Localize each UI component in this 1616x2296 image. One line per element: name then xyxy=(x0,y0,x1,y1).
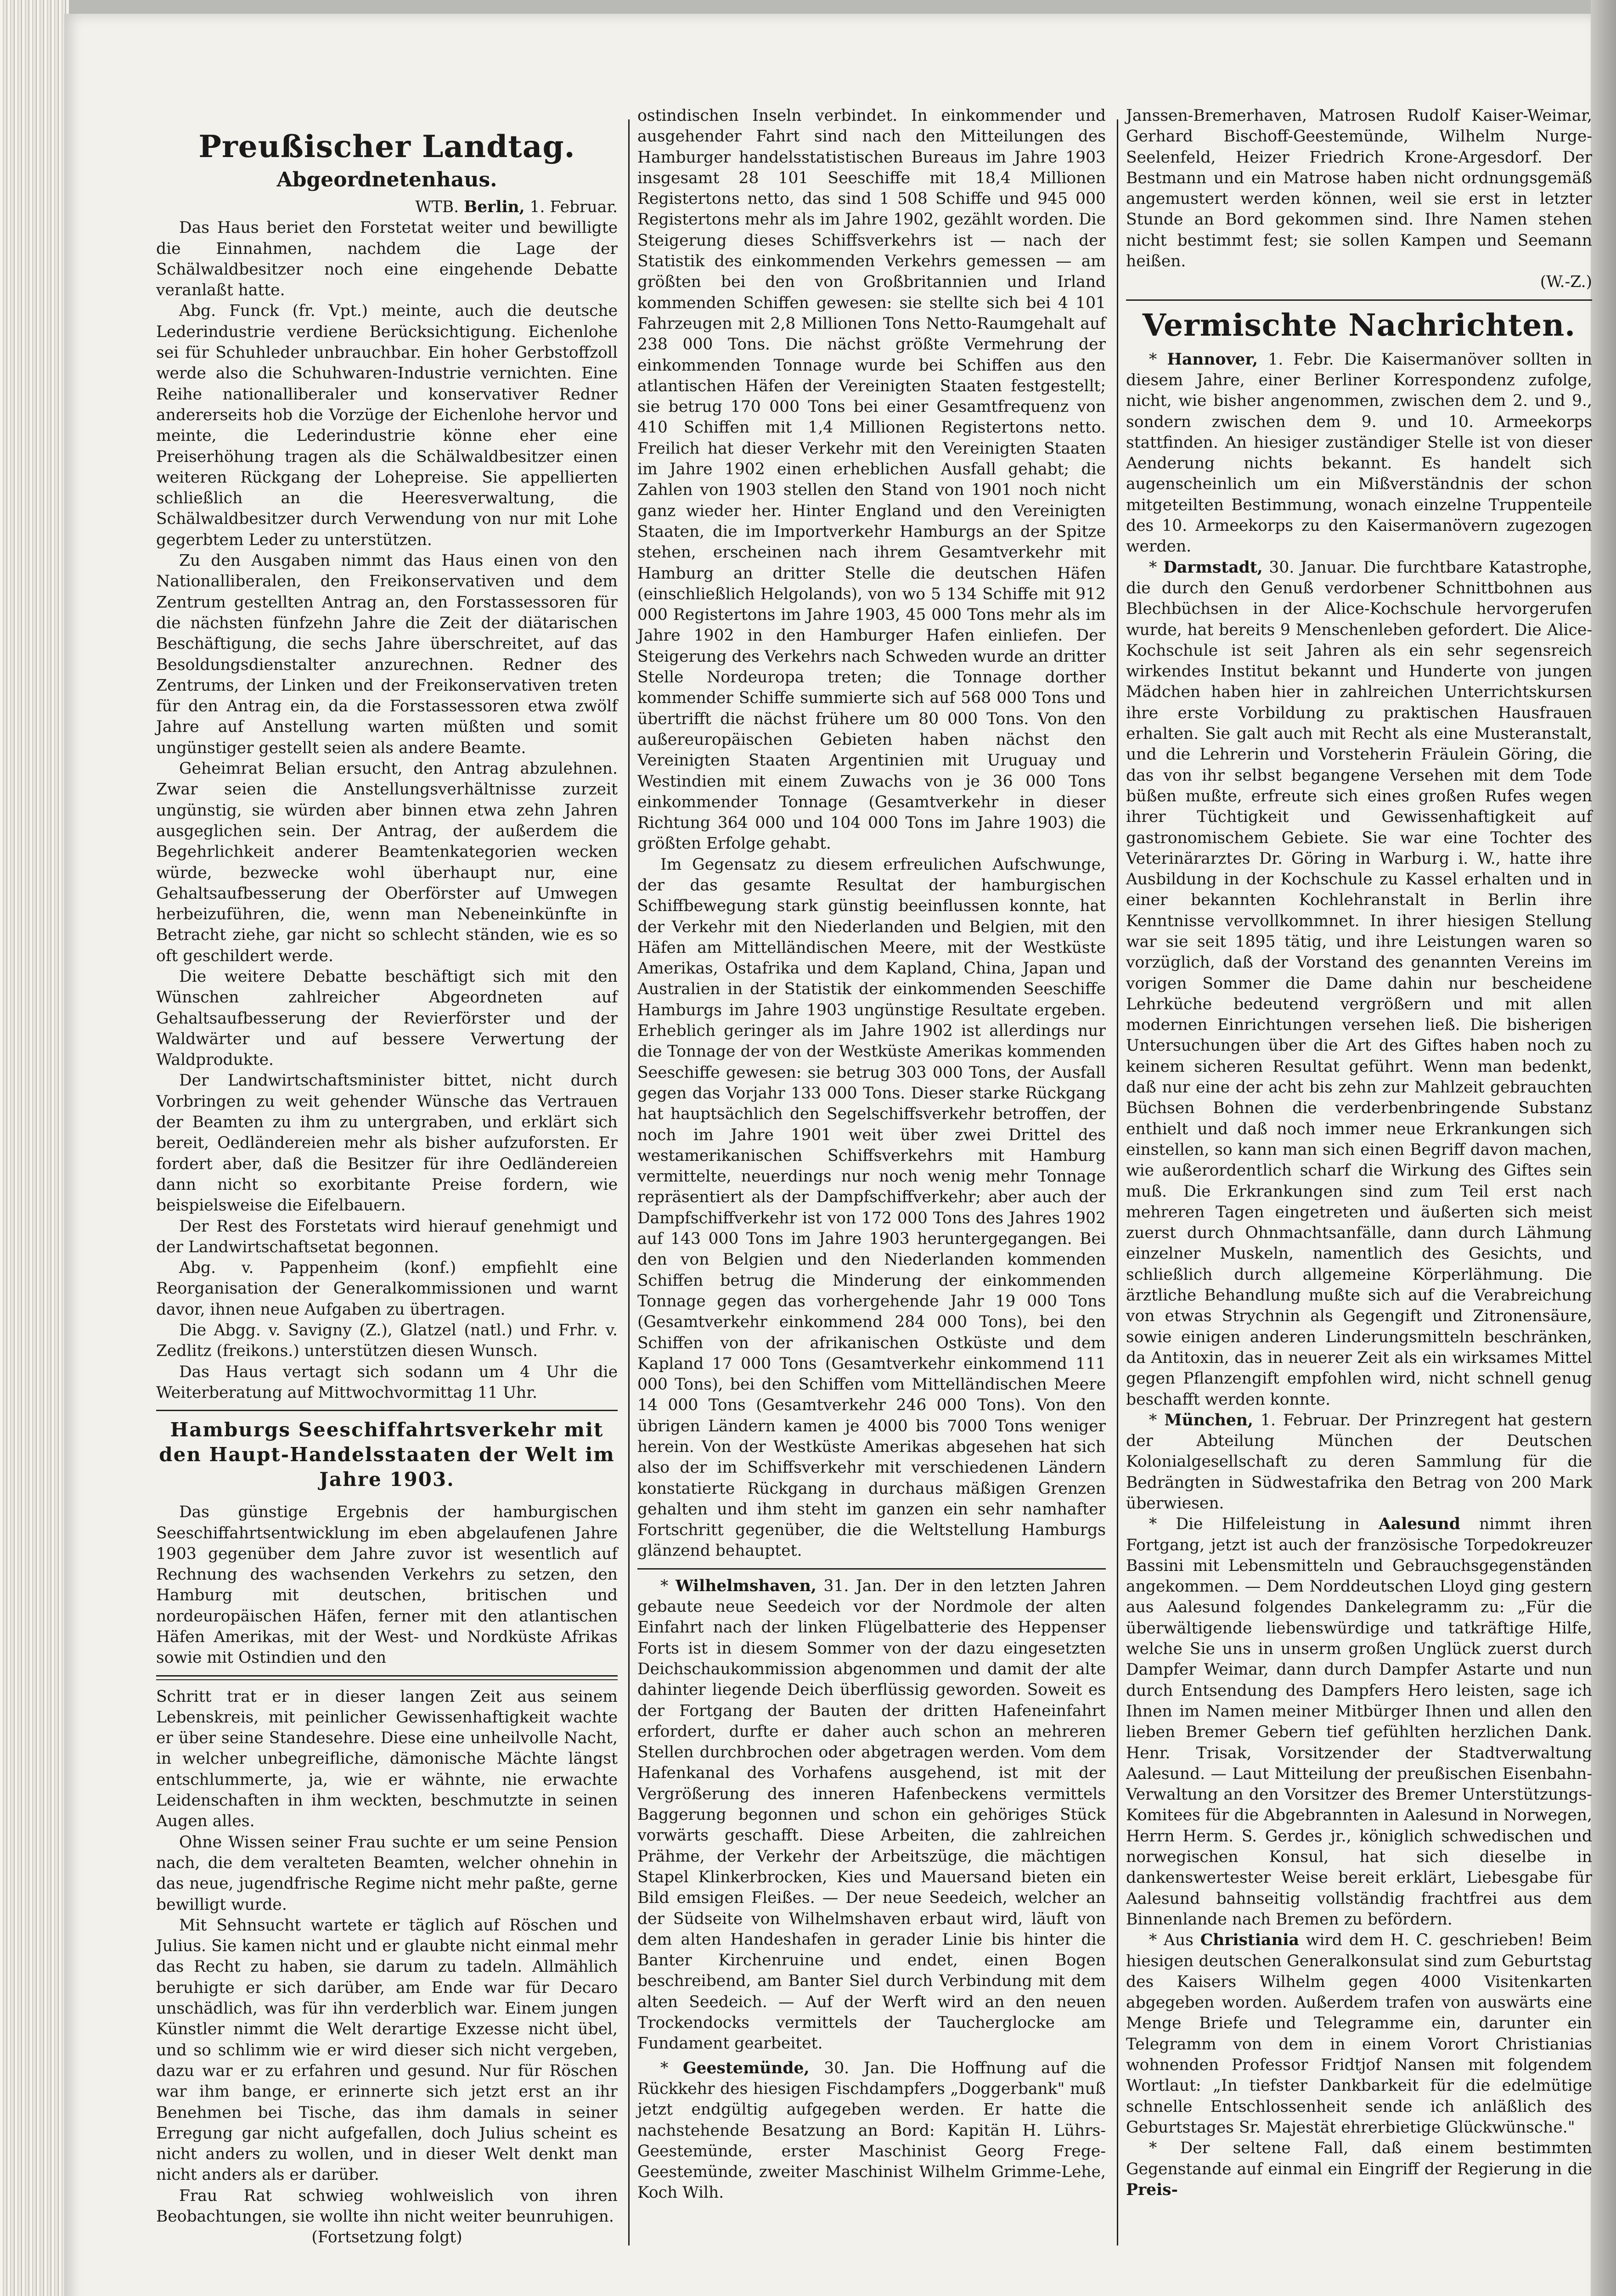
dateline-date: 1. Februar. xyxy=(1261,1411,1351,1429)
article-title-hamburg: Hamburgs Seeschiffahrtsverkehr mit den Haupt-Handelsstaaten der Welt im Jahre 1903. xyxy=(159,1418,615,1491)
binding-shadow xyxy=(1591,0,1616,2296)
column-3 xyxy=(1126,106,1592,2200)
paragraph: Die weitere Debatte beschäftigt sich mit den Wünschen zahlreicher Abgeordneten auf Gehaltsaufbesserung der Revierförster und der Waldwärter und auf bessere Verwertung der Waldprodukte. xyxy=(156,967,618,1069)
paragraph: Das Haus beriet den Forstetat weiter und bewilligte die Einnahmen, nachdem die Lage der Schälwaldbesitzer noch eine eingehende Debatte veranlaßt hatte. xyxy=(156,219,618,300)
news-item-muenchen: * München, 1. Februar. Der Prinzregent hat gestern der Abteilung München der Deutschen Kolonialgesellschaft zu deren Sammlung für die Bedrängten in Südwestafrika den Betrag von 200 Mark überwiesen. xyxy=(1126,1411,1593,1513)
news-item-christiania xyxy=(1126,1930,1592,2138)
divider xyxy=(156,1410,618,1411)
paragraph: Das Haus vertagt sich sodann um 4 Uhr die Weiterberatung auf Mittwochvormittag 11 Uhr. xyxy=(156,1362,618,1402)
paragraph: Der Rest des Forstetats wird hierauf genehmigt und der Landwirtschaftsetat begonnen. xyxy=(156,1217,618,1256)
section-title-vermischte: Vermischte Nachrichten. xyxy=(1142,307,1576,343)
item-intro: * Aus xyxy=(1149,1931,1194,1950)
item-text: Der in den letzten Jahren gebaute neue Seedeich vor der Nordmole der alten Einfahrt nach der linken Flügelbatterie des Heppenser Forts ist in diesem Sommer von der dazu eingesetzten Deichschaukommission abgenommen und damit der alte dahinter liegende Deich überflüssig geworden. Soweit es der Fortgang der Bauten der dritten Hafeneinfahrt erfordert, durfte er daher auch schon an mehreren Stellen durchbrochen oder abgetragen werden. Vom dem Hafenkanal des Vorhafens ausgehend, ist mit der Vergrößerung des inneren Hafenbeckens vermittels Baggerung begonnen und schon ein gehöriges Stück vorwärts geschafft. Diese Arbeiten, die zahlreichen Prähme, der Verkehr der Arbeitszüge, die mächtigen Stapel Klinkerbrocken, Kies und Mauersand bieten ein Bild emsigen Fleißes. — Der neue Seedeich, welcher an der Südseite von Wilhelmshaven erbaut wird, läuft von dem alten Handeshafen in gerader Linie bis hinter die Banter Kirchenruine und endet, einen Bogen beschreibend, am Banter Siel durch Verbindung mit dem alten Seedeich. — Auf der Werft wird an den neuen Trockendocks vermittels der Taucherglocke am Fundament gearbeitet. xyxy=(637,1576,1106,2053)
feuilleton-divider xyxy=(156,1675,618,1680)
divider xyxy=(637,1568,1106,1570)
paragraph: Ohne Wissen seiner Frau suchte er um seine Pension nach, die dem veralteten Beamten, welcher ohnehin in das neue, jugendfrische Regime nicht mehr paßte, gerne bewilligt wurde. xyxy=(156,1833,618,1914)
dateline-place: Christiania xyxy=(1200,1931,1299,1950)
dateline-date: 1. Februar. xyxy=(529,198,618,216)
news-item-geestemuende: * Geestemünde, 30. Jan. Die Hoffnung auf die Rückkehr des hiesigen Fischdampfers „Doggerbank" muß jetzt endgültig aufgegeben werden. Er hatte die nachstehende Besatzung an Bord: Kapitän H. Lührs-Geestemünde, erster Maschinist Georg Frege-Geestemünde, zweiter Maschinist Wilhelm Grimme-Lehe, Koch Wilh. xyxy=(637,2059,1106,2202)
divider xyxy=(1126,299,1592,301)
paragraph: Schritt trat er in dieser langen Zeit aus seinem Lebenskreis, mit peinlicher Gewissenhaftigkeit wachte er über seine Standesehre. Diese eine unheilvolle Nacht, in welcher unbegreifliche, dämonische Mächte längst entschlummerte, ja, wie er wähnte, nie erwachte Leidenschaften in ihm weckten, beschmutzte in seinen Augen alles. xyxy=(156,1687,618,1831)
paragraph: ostindischen Inseln verbindet. In einkommender und ausgehender Fahrt sind nach den Mitteilungen des Hamburger handelsstatistischen Bureaus im Jahre 1903 insgesamt 28 101 Seeschiffe mit 18,4 Millionen Registertons netto, das sind 1 508 Schiffe und 945 000 Registertons mehr als im Jahre 1902, gezählt worden. Die Steigerung dieses Schiffsverkehrs ist — nach der Statistik des einkommenden Verkehrs gemessen — am größten bei den von Großbritannien und Irland kommenden Schiffen gewesen: sie stellte sich bei 4 101 Fahrzeugen mit 2,8 Millionen Tons Netto-Raumgehalt auf 238 000 Tons. Die nächst größte Vermehrung der einkommenden Tonnage wurde bei Schiffen aus den atlantischen Häfen der Vereinigten Staaten festgestellt; sie betrug 170 000 Tons bei einer Gesamtfrequenz von 410 Schiffen mit 1,4 Millionen Registertons netto. Freilich hat dieser Verkehr mit den Vereinigten Staaten im Jahre 1902 einen erheblichen Ausfall gehabt; die Zahlen von 1903 stellen den Stand von 1901 noch nicht ganz wieder her. Hinter England und den Vereinigten Staaten, die im Importverkehr Hamburgs an der Spitze stehen, erscheinen nach ihrem Gesamtverkehr mit Hamburg an dritter Stelle die deutschen Häfen (einschließlich Helgolands), von wo 5 134 Schiffe mit 912 000 Registertons im Jahre 1903, 45 000 Tons mehr als im Jahre 1902 in den Hamburger Hafen einliefen. Der Steigerung des Verkehrs nach Schweden wurde an dritter Stelle Nordeuropa treten; die Tonnage dorther kommender Schiffe summierte sich auf 568 000 Tons und übertrifft die nächst frühere um 80 000 Tons. Von den außereuropäischen Gebieten haben nächst den Vereinigten Staaten Argentinien mit Uruguay und Westindien mit einem Zuwachs von je 36 000 Tons einkommender Tonnage (Gesamtverkehr in dieser Richtung 364 000 und 104 000 Tons im Jahre 1903) die größten Erfolge gehabt. xyxy=(637,107,1106,853)
source-signature: (W.-Z.) xyxy=(1540,273,1592,292)
dateline-place: Berlin, xyxy=(464,198,525,216)
column-2 xyxy=(637,106,1106,2204)
dateline xyxy=(156,197,618,218)
dateline-date: 30. Januar. xyxy=(1269,558,1357,577)
item-text: wird dem H. C. geschrieben! Beim hiesigen deutschen Generalkonsulat sind zum Geburtstag des Kaisers Wilhelm gegen 4000 Visitenkarten abgegeben worden. Außerdem trafen von auswärts eine Menge Briefe und Telegramme ein, darunter ein Telegramm von dem in einem Vorort Christianias wohnenden Professor Fridtjof Nansen mit folgendem Wortlaut: „In tiefster Dankbarkeit für die edelmütige schnelle Entschlossenheit sende ich anläßlich des Geburtstages Sr. Majestät ehrerbietige Glückwünsche." xyxy=(1126,1931,1592,2137)
item-intro: * Die Hilfeleistung in xyxy=(1149,1515,1360,1534)
dateline-place: München, xyxy=(1164,1411,1253,1429)
item-text: Die furchtbare Katastrophe, die durch den Genuß verdorbener Schnittbohnen aus Blechbüchsen in der Alice-Kochschule hervorgerufen wurde, hat bereits 9 Menschenleben gefordert. Die Alice-Kochschule ist seit Jahren als ein sehr segensreich wirkendes Institut bekannt und Hunderte von jungen Mädchen haben hier in zahlreichen Unterrichtskursen ihre erste Vorbildung zu praktischen Hausfrauen erhalten. Sie galt auch mit Recht als eine Musteranstalt, und die Lehrerin und Vorsteherin Fräulein Göring, die das von ihr selbst begangene Versehen mit dem Tode büßen mußte, erfreute sich eines großen Rufes wegen ihrer Tüchtigkeit und Gewissenhaftigkeit auf gastronomischem Gebiete. Sie war eine Tochter des Veterinärarztes Dr. Göring in Warburg i. W., hatte ihre Ausbildung in der Kochschule zu Kassel erhalten und in einer bekannten Kochlehranstalt in Berlin ihre Kenntnisse vervollkommnet. In ihrer hiesigen Stellung war sie seit 1895 tätig, und ihre Leistungen waren so vorzüglich, daß der Vorstand des genannten Vereins im vorigen Sommer die Dame dahin nur bescheidene Lehrküche bedeutend vergrößern und mit allen modernen Einrichtungen versehen ließ. Die bisherigen Untersuchungen über die Art des Giftes haben noch zu keinem sicheren Resultat geführt. Wenn man bedenkt, daß nur eine der acht bis zehn zur Mahlzeit gebrauchten Büchsen Bohnen die verderbenbringende Substanz enthielt und daß noch immer neue Erkrankungen sich einstellen, so kann man sich einen Begriff davon machen, wie außerordentlich scharf die Wirkung des Giftes sein muß. Die Erkrankungen sind zum Teil erst nach mehreren Tagen eingetreten und äußerten sich meist zuerst durch Ohnmachtsanfälle, dann durch Lähmung einzelner Muskeln, namentlich des Gesichts, und schließlich durch allgemeine Körperlähmung. Die ärztliche Behandlung mußte sich auf die Verabreichung von etwas Strychnin als Gegengift und Zitronensäure, sowie einigen anderen Linderungsmitteln beschränken, da Antitoxin, das in neuerer Zeit als ein wirksames Mittel gegen Pflanzengift empfohlen wird, nicht schnell genug beschafft werden konnte. xyxy=(1126,558,1592,1409)
column-rule xyxy=(628,119,630,2245)
paragraph: Die Abgg. v. Savigny (Z.), Glatzel (natl.) und Frhr. v. Zedlitz (freikons.) unterstützen diesen Wunsch. xyxy=(156,1321,618,1361)
item-keyword: Preis- xyxy=(1126,2180,1178,2199)
news-item-wilhelmshaven: * Wilhelmshaven, 31. Jan. Der in den letzten Jahren gebaute neue Seedeich vor der Nordmole der alten Einfahrt nach der linken Flügelbatterie des Heppenser Forts ist in diesem Sommer von der dazu eingesetzten Deichschaukommission abgenommen und damit der alte dahinter liegende Deich überflüssig geworden. Soweit es der Fortgang der Bauten der dritten Hafeneinfahrt erfordert, durfte er daher auch schon an mehreren Stellen durchbrochen oder abgetragen werden. Vom dem Hafenkanal des Vorhafens ausgehend, ist mit der Vergrößerung des inneren Hafenbeckens vermittels Baggerung begonnen und schon ein gehöriges Stück vorwärts geschafft. Diese Arbeiten, die zahlreichen Prähme, der Verkehr der Arbeitszüge, die mächtigen Stapel Klinkerbrocken, Kies und Mauersand bieten ein Bild emsigen Fleißes. — Der neue Seedeich, welcher an der Südseite von Wilhelmshaven erbaut wird, läuft von dem alten Handeshafen in gerader Linie bis hinter die Banter Kirchenruine und endet, einen Bogen beschreibend, am Banter Siel durch Verbindung mit dem alten Seedeich. — Auf der Werft wird an den neuen Trockendocks vermittels der Taucherglocke am Fundament gearbeitet. xyxy=(637,1576,1106,2053)
dateline-date: 30. Jan. xyxy=(824,2059,895,2077)
article-subtitle: Abgeordnetenhaus. xyxy=(276,168,497,191)
paragraph: Janssen-Bremerhaven, Matrosen Rudolf Kaiser-Weimar, Gerhard Bischoff-Geestemünde, Wilhelm Nurge-Seelenfeld, Heizer Friedrich Krone-Argesdorf. Der Bestmann und ein Matrose haben nicht ordnungsgemäß angemustert werden können, weil sie erst in letzter Stunde an Bord gekommen sind. Ihre Namen stehen nicht bestimmt fest; sie sollen Kampen und Seemann heißen. xyxy=(1126,107,1592,271)
dateline-place: Aalesund xyxy=(1378,1515,1460,1534)
column-rule xyxy=(1117,119,1118,2245)
paragraph: Zu den Ausgaben nimmt das Haus einen von den Nationalliberalen, den Freikonservativen und dem Zentrum gestellten Antrag an, den Forstassessoren für die nächsten fünfzehn Jahre die Zeit der diätarischen Beschäftigung, die sechs Jahre überschreitet, auf das Besoldungsdienstalter anzurechnen. Redner des Zentrums, der Linken und der Freikonservativen treten für den Antrag ein, da die Forstassessoren etwa zwölf Jahre auf Anstellung warten müßten und somit ungünstiger gestellt seien als andere Beamte. xyxy=(156,551,618,757)
continuation-note: (Fortsetzung folgt) xyxy=(311,2228,462,2247)
news-item-darmstadt: * Darmstadt, 30. Januar. Die furchtbare Katastrophe, die durch den Genuß verdorbener Schnittbohnen aus Blechbüchsen in der Alice-Kochschule hervorgerufen wurde, hat bereits 9 Menschenleben gefordert. Die Alice-Kochschule ist seit Jahren als ein sehr segensreich wirkendes Institut bekannt und Hunderte von jungen Mädchen haben hier in zahlreichen Unterrichtskursen ihre erste Vorbildung zu praktischen Hausfrauen erhalten. Sie galt auch mit Recht als eine Musteranstalt, und die Lehrerin und Vorsteherin Fräulein Göring, die das von ihr selbst begangene Versehen mit dem Tode büßen mußte, erfreute sich eines großen Rufes wegen ihrer Tüchtigkeit und Gewissenhaftigkeit auf gastronomischem Gebiete. Sie war eine Tochter des Veterinärarztes Dr. Göring in Warburg i. W., hatte ihre Ausbildung in der Kochschule zu Kassel erhalten und in einer bekannten Kochlehranstalt in Berlin ihre Kenntnisse vervollkommnet. In ihrer hiesigen Stellung war sie seit 1895 tätig, und ihre Leistungen waren so vorzüglich, daß der Vorstand des genannten Vereins im vorigen Sommer die Dame dahin nur bescheidene Lehrküche bedeutend vergrößern und mit allen modernen Einrichtungen versehen ließ. Die bisherigen Untersuchungen über die Art des Giftes haben noch zu keinem sicheren Resultat geführt. Wenn man bedenkt, daß nur eine der acht bis zehn zur Mahlzeit gebrauchten Büchsen Bohnen die verderbenbringende Substanz enthielt und daß noch immer neue Erkrankungen sich einstellen, so kann man sich einen Begriff davon machen, wie außerordentlich scharf die Wirkung des Giftes sein muß. Die Erkrankungen sind zum Teil erst nach mehreren Tagen eingetreten und äußerten sich meist zuerst durch Ohnmachtsanfälle, dann durch Lähmung einzelner Muskeln, namentlich des Gesichts, und schließlich durch allgemeine Körperlähmung. Die ärztliche Behandlung mußte sich auf die Verabreichung von etwas Strychnin als Gegengift und Zitronensäure, sowie einigen anderen Linderungsmitteln beschränken, da Antitoxin, das in neuerer Zeit als ein wirksames Mittel gegen Pflanzengift empfohlen wird, nicht schnell genug beschafft werden konnte. xyxy=(1126,558,1592,1409)
dateline-date: 31. Jan. xyxy=(823,1576,887,1595)
item-text: Die Hoffnung auf die Rückkehr des hiesigen Fischdampfers „Doggerbank" muß jetzt endgültig aufgegeben werden. Er hatte die nachstehende Besatzung an Bord: Kapitän H. Lührs-Geestemünde, erster Maschinist Georg Frege-Geestemünde, zweiter Maschinist Wilhelm Grimme-Lehe, Koch Wilh. xyxy=(637,2059,1106,2202)
page-edges xyxy=(0,0,69,2296)
dateline-place: Wilhelmshaven, xyxy=(675,1576,816,1595)
dateline-date: 1. Febr. xyxy=(1268,350,1334,369)
paragraph: Abg. Funck (fr. Vpt.) meinte, auch die deutsche Lederindustrie verdiene Berücksichtigung. Eichenlohe sei für Schuhleder unbrauchbar. Ein hoher Gerbstoffzoll werde also die Schuhwaren-Industrie vernichten. Eine Reihe nationalliberaler und konservativer Redner andererseits hob die Vorzüge der Eichenlohe hervor und meinte, die Lederindustrie könne eher eine Preiserhöhung tragen als die Schälwaldbesitzer einen weiteren Rückgang der Lohepreise. Sie appellierten schließlich an die Heeresverwaltung, die Schälwaldbesitzer durch Verwendung von nur mit Lohe gegerbtem Leder zu unterstützen. xyxy=(156,302,618,549)
paragraph: Der Landwirtschaftsminister bittet, nicht durch Vorbringen zu weit gehender Wünsche das Vertrauen der Beamten zu ihm zu untergraben, und erklärt sich bereit, Oedländereien mehr als bisher aufzuforsten. Er fordert aber, daß die Besitzer für ihre Oedländereien dann nicht so exorbitante Preise fordern, wie beispielsweise die Eifelbauern. xyxy=(156,1071,618,1215)
news-item-aalesund xyxy=(1126,1514,1592,1930)
paragraph: Abg. v. Pappenheim (konf.) empfiehlt eine Reorganisation der Generalkommissionen und warnt davor, ihnen neue Aufgaben zu übertragen. xyxy=(156,1259,618,1319)
dateline-place: Hannover, xyxy=(1167,350,1258,369)
item-text: * Der seltene Fall, daß einem bestimmten Gegenstande auf einmal ein Eingriff der Regierung in die xyxy=(1126,2139,1592,2178)
paragraph: Mit Sehnsucht wartete er täglich auf Röschen und Julius. Sie kamen nicht und er glaubte nicht einmal mehr das Recht zu haben, sie darum zu tadeln. Allmählich beruhigte er sich darüber, am Ende war für Decaro unschädlich, was für ihn verderblich war. Einem jungen Künstler nimmt die Welt derartige Exzesse nicht übel, und so schlimm wie er wird dieser sich nicht vergeben, dazu war er zu erfahren und gesund. Nur für Röschen war ihm bange, er erinnerte sich jetzt erst an ihr Benehmen bei Tische, das ihm damals in seiner Erregung gar nicht aufgefallen, doch Julius scheint es nicht anders zu wollen, und in dieser Welt denkt man nicht anders als er darüber. xyxy=(156,1916,618,2184)
news-item-last xyxy=(1126,2138,1592,2200)
paragraph: Frau Rat schwieg wohlweislich von ihren Beobachtungen, sie wollte ihn nicht weiter beunruhigen. xyxy=(156,2186,618,2226)
item-text: Der Prinzregent hat gestern der Abteilung München der Deutschen Kolonialgesellschaft zu deren Sammlung für die Bedrängten in Südwestafrika den Betrag von 200 Mark überwiesen. xyxy=(1126,1411,1593,1513)
paragraph: Im Gegensatz zu diesem erfreulichen Aufschwunge, der das gesamte Resultat der hamburgischen Schiffbewegung stark günstig beeinflussen konnte, hat der Verkehr mit den Niederlanden und Belgien, mit den Häfen am Mittelländischen Meere, mit der Westküste Amerikas, Ostafrika und dem Kapland, China, Japan und Australien in der Statistik der einkommenden Seeschiffe Hamburgs im Jahre 1903 ungünstige Resultate ergeben. Erheblich geringer als im Jahre 1902 ist allerdings nur die Tonnage der von der Westküste Amerikas kommenden Seeschiffe gewesen: sie betrug 303 000 Tons, der Ausfall gegen das Vorjahr 133 000 Tons. Dieser starke Rückgang hat hauptsächlich den Segelschiffsverkehr betroffen, der noch im Jahre 1901 weit über zwei Drittel des westamerikanischen Schiffsverkehrs mit Hamburg vermittelte, neuerdings nur noch wenig mehr Tonnage repräsentiert als der Dampfschiffverkehr; aber auch der Dampfschiffverkehr ist von 172 000 Tons des Jahres 1902 auf 143 000 Tons im Jahre 1903 heruntergegangen. Bei den von Belgien und den Niederlanden kommenden Schiffen betrug die Minderung der einkommenden Tonnage gegen das vorhergehende Jahr 19 000 Tons (Gesamtverkehr einkommend 284 000 Tons), bei den Schiffen von der afrikanischen Ostküste und dem Kapland 17 000 Tons (Gesamtverkehr einkommend 111 000 Tons), bei den Schiffen vom Mittelländischen Meere 14 000 Tons (Gesamtverkehr 246 000 Tons). Von den übrigen Ländern kamen je 4000 bis 7000 Tons weniger herein. Von der Westküste Amerikas abgesehen hat sich also der im Schiffsverkehr mit verschiedenen Ländern konstatierte Rückgang in durchaus mäßigen Grenzen gehalten und ihm steht im ganzen ein sehr namhafter Fortschritt gegenüber, die die Weltstellung Hamburgs glänzend behauptet. xyxy=(637,855,1106,1560)
news-item-hannover: * Hannover, 1. Febr. Die Kaisermanöver sollten in diesem Jahre, einer Berliner Korrespondenz zufolge, nicht, wie bisher angenommen, zwischen dem 2. und 9., sondern zwischen dem 9. und 10. Armeekorps stattfinden. An hiesiger zuständiger Stelle ist von dieser Aenderung nichts bekannt. Es handelt sich augenscheinlich um ein Mißverständnis der schon mitgeteilten Bestimmung, wonach einzelne Truppenteile des 10. Armeekorps zu den Kaisermanövern zugezogen werden. xyxy=(1126,350,1593,556)
paragraph: Das günstige Ergebnis der hamburgischen Seeschiffahrtsentwicklung im eben abgelaufenen Jahre 1903 gegenüber dem Jahre zuvor ist wesentlich auf Rechnung des wachsenden Verkehrs zu setzen, den Hamburg mit deutschen, britischen und nordeuropäischen Häfen, ferner mit den atlantischen Häfen Amerikas, mit der West- und Nordküste Afrikas sowie mit Ostindien und den xyxy=(156,1503,618,1667)
item-text: nimmt ihren Fortgang, jetzt ist auch der französische Torpedokreuzer Bassini mit Lebensmitteln und Gebrauchsgegenständen angekommen. — Dem Norddeutschen Lloyd ging gestern aus Aalesund folgendes Dankelegramm zu: „Für die überwältigende liebenswürdige und tatkräftige Hilfe, welche Sie uns in unserm großen Unglück zuerst durch Dampfer Weimar, dann durch Dampfer Astarte und nun durch Entsendung des Dampfers Hero leisten, sage ich Ihnen im Namen meiner Mitbürger Ihnen und allen den lieben Bremer Gebern tief gefühlten herzlichen Dank. Henr. Trisak, Vorsitzender der Stadtverwaltung Aalesund. — Laut Mitteilung der preußischen Eisenbahn-Verwaltung an den Vorsitzer des Bremer Unterstützungs-Komitees für die Abgebrannten in Aalesund in Norwegen, Herrn Herm. S. Gerdes jr., königlich schwedischen und norwegischen Konsul, hat sich dieselbe in dankenswertester Weise bereit erklärt, Liebesgabe für Aalesund bahnseitig vollständig frachtfrei aus dem Binnenlande nach Bremen zu befördern. xyxy=(1126,1515,1593,1929)
dateline-agency: WTB. xyxy=(415,198,459,216)
paragraph: Geheimrat Belian ersucht, den Antrag abzulehnen. Zwar seien die Anstellungsverhältnisse zurzeit ungünstig, sie würden aber binnen etwa zehn Jahren ausgeglichen sein. Der Antrag, der außerdem die Begehrlichkeit anderer Beamtenkategorien wecken würde, bezwecke wohl überhaupt nur, eine Gehaltsaufbesserung der Oberförster auf Umwegen herbeizuführen, die, wenn man Nebeneinkünfte in Betracht ziehe, gar nicht so schlecht ständen, wie es so oft geschildert werde. xyxy=(156,760,618,965)
dateline-place: Geestemünde, xyxy=(683,2059,810,2077)
item-text: Die Kaisermanöver sollten in diesem Jahre, einer Berliner Korrespondenz zufolge, nicht, wie bisher angenommen, zwischen dem 2. und 9., sondern zwischen dem 9. und 10. Armeekorps stattfinden. An hiesiger zuständiger Stelle ist von dieser Aenderung nichts bekannt. Es handelt sich augenscheinlich um ein Mißverständnis der schon mitgeteilten Bestimmung, wonach einzelne Truppenteile des 10. Armeekorps zu den Kaisermanövern zugezogen werden. xyxy=(1126,350,1593,556)
article-title-landtag: Preußischer Landtag. xyxy=(198,129,575,164)
dateline-place: Darmstadt, xyxy=(1163,558,1263,577)
column-1 xyxy=(156,106,618,2248)
